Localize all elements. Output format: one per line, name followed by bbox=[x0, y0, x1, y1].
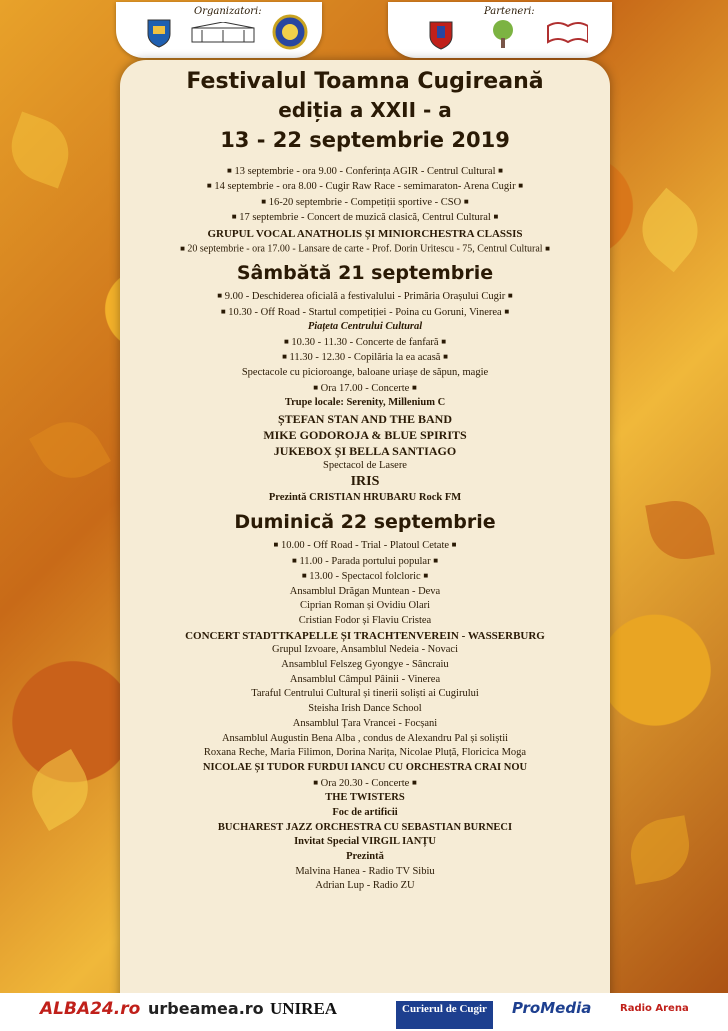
leaf-decoration bbox=[625, 815, 695, 885]
partners-caption: Parteneri: bbox=[484, 6, 535, 17]
event-line: Piațeta Centrului Cultural bbox=[307, 321, 423, 333]
cultural-center-icon bbox=[188, 22, 258, 46]
event-line: Ansamblul Felszeg Gyongye - Sâncraiu bbox=[281, 659, 449, 671]
festival-title: Festivalul Toamna Cugireană bbox=[186, 69, 544, 94]
leaf-decoration bbox=[19, 749, 101, 831]
event-line: GRUPUL VOCAL ANATHOLIS ȘI MINIORCHESTRA CLASSIS bbox=[207, 227, 523, 240]
sponsor-unirea: UNIREA bbox=[270, 999, 338, 1018]
event-line: ■ 20 septembrie - ora 17.00 - Lansare de carte - Prof. Dorin Uritescu - 75, Centrul Cultural ■ bbox=[180, 243, 550, 255]
program-content bbox=[120, 68, 610, 894]
event-line: BUCHAREST JAZZ ORCHESTRA CU SEBASTIAN BURNECI bbox=[217, 821, 513, 833]
pre-events-list bbox=[120, 164, 610, 257]
event-line: Foc de artificii bbox=[332, 806, 398, 818]
leaf-decoration bbox=[29, 409, 111, 491]
event-line: ■ 11.00 - Parada portului popular ■ bbox=[291, 555, 439, 567]
saturday-heading: Sâmbătă 21 septembrie bbox=[236, 262, 494, 285]
event-line: Spectacol de Lasere bbox=[323, 459, 407, 471]
event-line: ■ 17 septembrie - Concert de muzică clasică, Centrul Cultural ■ bbox=[231, 212, 499, 224]
book-logo-icon bbox=[538, 20, 588, 50]
event-line: Trupe locale: Serenity, Millenium C bbox=[284, 396, 446, 408]
event-line: Taraful Centrului Cultural și tinerii soliști ai Cugirului bbox=[251, 688, 479, 700]
event-line: Ansamblul Câmpul Pâinii - Vinerea bbox=[289, 673, 441, 685]
event-line: IRIS bbox=[350, 474, 380, 490]
sponsor-radio: Radio Arena bbox=[620, 1003, 689, 1014]
edition-label: ediția a XXII - a bbox=[278, 98, 452, 122]
event-line: ■ 10.30 - Off Road - Startul competiției - Poina cu Goruni, Vinerea ■ bbox=[220, 306, 510, 318]
event-line: CONCERT STADTTKAPELLE ȘI TRACHTENVEREIN - WASSERBURG bbox=[185, 629, 545, 642]
event-line: ȘTEFAN STAN AND THE BAND bbox=[277, 411, 453, 426]
county-crest-icon bbox=[428, 20, 454, 50]
organizers-logo-box bbox=[116, 2, 322, 58]
event-line: MIKE GODOROJA & BLUE SPIRITS bbox=[263, 427, 467, 442]
partners-logo-box bbox=[388, 2, 612, 58]
sunday-list bbox=[120, 538, 610, 894]
event-line: ■ 16-20 septembrie - Competiții sportive - CSO ■ bbox=[261, 196, 469, 208]
event-line: Grupul Izvoare, Ansamblul Nedeia - Novaci bbox=[271, 644, 459, 656]
event-line: ■ Ora 20.30 - Concerte ■ bbox=[313, 777, 417, 789]
event-line: Ansamblul Drăgan Muntean - Deva bbox=[289, 585, 441, 597]
event-line: Adrian Lup - Radio ZU bbox=[315, 880, 415, 892]
event-line: THE TWISTERS bbox=[325, 792, 405, 804]
event-line: ■ 9.00 - Deschiderea oficială a festivalului - Primăria Orașului Cugir ■ bbox=[217, 291, 513, 302]
tree-logo-icon bbox=[488, 18, 518, 50]
sunday-heading: Duminică 22 septembrie bbox=[234, 511, 496, 534]
sponsor-footer bbox=[0, 993, 728, 1031]
leaf-decoration bbox=[2, 112, 79, 189]
event-line: ■ 14 septembrie - ora 8.00 - Cugir Raw Race - semimaraton- Arena Cugir ■ bbox=[206, 181, 524, 193]
event-line: Ciprian Roman și Ovidiu Olari bbox=[299, 600, 431, 612]
event-line: ■ 13 septembrie - ora 9.00 - Conferința AGIR - Centrul Cultural ■ bbox=[227, 165, 503, 177]
event-line: Cristian Fodor și Flaviu Cristea bbox=[298, 614, 432, 626]
sponsor-urbeamea: urbeamea.ro bbox=[148, 999, 264, 1018]
event-line: ■ 10.30 - 11.30 - Concerte de fanfară ■ bbox=[283, 336, 447, 348]
sponsor-curierul: Curierul de Cugir bbox=[396, 1001, 493, 1029]
organizers-caption: Organizatori: bbox=[194, 6, 262, 17]
event-line: Spectacole cu picioroange, baloane uriașe de săpun, magie bbox=[241, 366, 489, 378]
event-line: JUKEBOX ȘI BELLA SANTIAGO bbox=[273, 443, 457, 458]
event-line: Invitat Special VIRGIL IANȚU bbox=[294, 836, 436, 848]
leaf-decoration bbox=[628, 188, 713, 273]
event-line: Steisha Irish Dance School bbox=[308, 703, 422, 715]
cugir-crest-icon bbox=[146, 18, 172, 48]
event-line: Prezintă bbox=[346, 850, 384, 862]
sponsor-promedia: ProMedia bbox=[512, 999, 592, 1017]
event-line: NICOLAE ȘI TUDOR FURDUI IANCU CU ORCHESTRA CRAI NOU bbox=[202, 761, 528, 773]
festival-dates: 13 - 22 septembrie 2019 bbox=[220, 128, 510, 152]
event-line: Ansamblul Augustin Bena Alba , condus de Alexandru Pal și soliștii bbox=[221, 732, 509, 744]
round-seal-icon bbox=[272, 14, 308, 50]
event-line: Prezintă CRISTIAN HRUBARU Rock FM bbox=[268, 492, 462, 504]
event-line: Roxana Reche, Maria Filimon, Dorina Narița, Nicolae Pluță, Floricica Moga bbox=[203, 747, 527, 759]
event-line: Malvina Hanea - Radio TV Sibiu bbox=[295, 865, 435, 877]
event-line: ■ Ora 17.00 - Concerte ■ bbox=[313, 382, 417, 394]
event-line: Ansamblul Țara Vrancei - Focșani bbox=[292, 717, 438, 729]
leaf-decoration bbox=[645, 495, 715, 565]
event-line: ■ 13.00 - Spectacol folcloric ■ bbox=[301, 570, 429, 582]
event-line: ■ 10.00 - Off Road - Trial - Platoul Cetate ■ bbox=[273, 539, 457, 551]
saturday-list bbox=[120, 289, 610, 506]
event-line: ■ 11.30 - 12.30 - Copilăria la ea acasă ■ bbox=[282, 352, 448, 364]
sponsor-alba24: ALBA24.ro bbox=[40, 999, 141, 1019]
